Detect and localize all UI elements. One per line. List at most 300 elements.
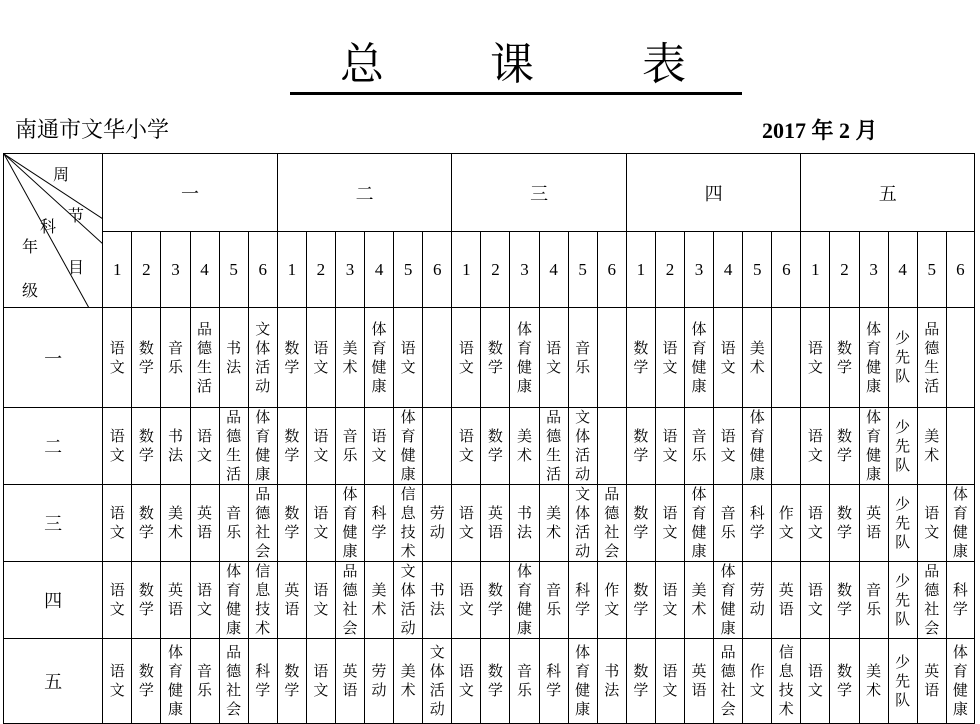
- subject-text: 数学: [633, 338, 649, 376]
- subject-text: 音乐: [546, 581, 562, 618]
- subject-cell: [743, 485, 772, 562]
- subject-cell: [103, 485, 132, 562]
- subject-cell: [655, 485, 684, 562]
- subject-cell: [248, 639, 277, 724]
- subject-cell: [655, 408, 684, 485]
- subject-cell: [103, 408, 132, 485]
- subject-cell: [510, 485, 539, 562]
- subject-text: 体育健康: [371, 319, 387, 395]
- grade-row: [4, 562, 975, 639]
- subject-text: 美术: [517, 427, 533, 464]
- subject-cell: [510, 639, 539, 724]
- subject-text: 科学: [575, 581, 591, 618]
- period-header: 2: [481, 232, 510, 308]
- subject-cell: [365, 562, 394, 639]
- subject-text: 数学: [284, 662, 300, 699]
- subject-text: 体育健康: [226, 562, 242, 637]
- subject-text: 美术: [691, 581, 707, 618]
- subject-cell: [772, 408, 801, 485]
- subject-text: 文体活动: [255, 319, 271, 395]
- subject-cell: [801, 308, 830, 408]
- subject-cell: [946, 639, 974, 724]
- subject-text: 科学: [952, 581, 968, 618]
- subject-cell: [423, 485, 452, 562]
- subject-text: 语文: [924, 504, 940, 541]
- subject-cell: [830, 639, 859, 724]
- subject-cell: [743, 408, 772, 485]
- subject-cell: [597, 308, 626, 408]
- subject-cell: [685, 562, 714, 639]
- subject-cell: [888, 485, 917, 562]
- subject-text: 劳动: [749, 581, 765, 618]
- subject-text: 英语: [778, 581, 794, 618]
- period-header: 3: [335, 232, 364, 308]
- subject-cell: [190, 485, 219, 562]
- period-header: 6: [248, 232, 277, 308]
- subject-text: 语文: [720, 338, 736, 376]
- subject-text: 品德生活: [924, 319, 940, 395]
- subject-text: 英语: [342, 662, 358, 699]
- subject-text: 语文: [109, 581, 125, 618]
- corner-period: 节: [68, 206, 85, 225]
- corner-item: 目: [68, 258, 85, 277]
- subject-cell: [161, 639, 190, 724]
- subject-text: 音乐: [691, 427, 707, 464]
- school-name: 南通市文华小学: [15, 118, 170, 143]
- subject-cell: [365, 308, 394, 408]
- subject-cell: [277, 408, 306, 485]
- subject-cell: [830, 408, 859, 485]
- subject-text: 语文: [807, 581, 823, 618]
- title-char: 课: [490, 39, 534, 90]
- subject-text: 数学: [836, 338, 852, 376]
- period-header: 2: [306, 232, 335, 308]
- subject-cell: [510, 308, 539, 408]
- subject-text: 数学: [284, 504, 300, 541]
- subject-cell: [277, 308, 306, 408]
- subject-cell: [626, 562, 655, 639]
- subject-text: 信息技术: [400, 485, 416, 560]
- subject-cell: [277, 639, 306, 724]
- subject-text: 体育健康: [691, 319, 707, 395]
- day-header: 五: [801, 154, 975, 232]
- subject-text: 科学: [371, 504, 387, 541]
- grade-label: 五: [4, 639, 103, 724]
- subject-cell: [888, 562, 917, 639]
- subject-cell: [946, 308, 974, 408]
- subject-cell: [335, 562, 364, 639]
- subject-cell: [714, 639, 743, 724]
- subject-cell: [248, 408, 277, 485]
- subject-text: 体育健康: [400, 408, 416, 483]
- subject-text: 书法: [429, 581, 445, 618]
- subject-cell: [132, 485, 161, 562]
- subject-cell: [132, 562, 161, 639]
- subject-cell: [248, 485, 277, 562]
- subject-text: 作文: [778, 504, 794, 541]
- subject-text: 文体活动: [429, 643, 445, 718]
- subject-cell: [452, 308, 481, 408]
- subject-text: 数学: [633, 581, 649, 618]
- subject-cell: [481, 639, 510, 724]
- subject-cell: [394, 485, 423, 562]
- period-header: 2: [830, 232, 859, 308]
- subject-text: 文体活动: [400, 562, 416, 637]
- subject-cell: [946, 408, 974, 485]
- subject-cell: [306, 408, 335, 485]
- subject-cell: [568, 562, 597, 639]
- subject-cell: [714, 308, 743, 408]
- subject-text: 语文: [662, 662, 678, 699]
- period-header: 4: [190, 232, 219, 308]
- subject-text: 语文: [458, 581, 474, 618]
- subject-cell: [568, 308, 597, 408]
- subject-cell: [219, 485, 248, 562]
- period-header: 3: [510, 232, 539, 308]
- subject-text: 文体活动: [575, 485, 591, 560]
- subject-text: 数学: [633, 662, 649, 699]
- subject-text: 语文: [109, 427, 125, 464]
- subject-cell: [248, 308, 277, 408]
- subject-cell: [626, 639, 655, 724]
- subject-text: 作文: [749, 662, 765, 699]
- subject-cell: [714, 562, 743, 639]
- subject-cell: [685, 485, 714, 562]
- subject-cell: [888, 639, 917, 724]
- subject-cell: [306, 308, 335, 408]
- subject-text: 音乐: [226, 504, 242, 541]
- subject-cell: [335, 408, 364, 485]
- subject-text: 音乐: [167, 338, 183, 376]
- subject-text: 数学: [138, 662, 154, 699]
- subject-cell: [248, 562, 277, 639]
- subject-text: 劳动: [371, 662, 387, 699]
- subject-cell: [917, 639, 946, 724]
- period-header: 1: [277, 232, 306, 308]
- subject-cell: [801, 639, 830, 724]
- subject-cell: [539, 408, 568, 485]
- day-header: 一: [103, 154, 278, 232]
- period-header: 2: [655, 232, 684, 308]
- subject-cell: [714, 485, 743, 562]
- subject-text: 书法: [226, 338, 242, 376]
- subject-cell: [423, 639, 452, 724]
- subject-cell: [365, 408, 394, 485]
- period-header: 1: [103, 232, 132, 308]
- period-header: 3: [685, 232, 714, 308]
- subject-text: 语文: [662, 427, 678, 464]
- subject-text: 体育健康: [749, 408, 765, 483]
- subject-text: 数学: [836, 504, 852, 541]
- title-char: 总: [340, 39, 384, 90]
- subject-text: 体育健康: [255, 408, 271, 483]
- period-header: 4: [539, 232, 568, 308]
- subject-text: 品德生活: [546, 408, 562, 483]
- grade-row: [4, 408, 975, 485]
- subject-text: 数学: [138, 338, 154, 376]
- subject-cell: [103, 562, 132, 639]
- subject-cell: [714, 408, 743, 485]
- subject-text: 英语: [691, 662, 707, 699]
- subject-text: 品德生活: [197, 319, 213, 395]
- period-header: 1: [801, 232, 830, 308]
- period-header: 5: [394, 232, 423, 308]
- subject-text: 品德社会: [342, 562, 358, 637]
- subject-text: 书法: [167, 427, 183, 464]
- period-header: 3: [859, 232, 888, 308]
- subject-text: 语文: [197, 427, 213, 464]
- subject-text: 语文: [662, 581, 678, 618]
- subject-cell: [772, 562, 801, 639]
- subject-cell: [655, 562, 684, 639]
- subject-cell: [859, 308, 888, 408]
- subject-text: 语文: [313, 338, 329, 376]
- period-header: 4: [714, 232, 743, 308]
- grade-label: 二: [4, 408, 103, 485]
- subject-cell: [539, 308, 568, 408]
- subject-cell: [219, 562, 248, 639]
- subject-text: 体育健康: [691, 485, 707, 560]
- subject-text: 体育健康: [575, 643, 591, 718]
- subject-text: 作文: [604, 581, 620, 618]
- subject-cell: [481, 308, 510, 408]
- subject-cell: [917, 408, 946, 485]
- subject-cell: [306, 562, 335, 639]
- subject-text: 品德社会: [226, 643, 242, 718]
- day-header: 三: [452, 154, 627, 232]
- corner-week: 周: [53, 165, 70, 184]
- subject-cell: [743, 308, 772, 408]
- subject-cell: [394, 562, 423, 639]
- subject-cell: [568, 408, 597, 485]
- subject-text: 语文: [720, 427, 736, 464]
- subject-text: 体育健康: [866, 319, 882, 395]
- subject-text: 品德社会: [255, 485, 271, 560]
- subject-cell: [132, 308, 161, 408]
- subject-cell: [626, 408, 655, 485]
- subject-cell: [685, 408, 714, 485]
- subject-cell: [801, 485, 830, 562]
- subject-text: 数学: [487, 581, 503, 618]
- subject-text: 英语: [924, 662, 940, 699]
- subject-text: 英语: [197, 504, 213, 541]
- subject-text: 英语: [167, 581, 183, 618]
- subject-text: 语文: [458, 662, 474, 699]
- subject-text: 信息技术: [255, 562, 271, 637]
- subject-text: 数学: [284, 427, 300, 464]
- subject-text: 美术: [342, 338, 358, 376]
- subject-cell: [481, 408, 510, 485]
- corner-header: [4, 154, 103, 308]
- subject-text: 劳动: [429, 504, 445, 541]
- date-label: 2017 年 2 月: [762, 118, 878, 143]
- subject-text: 数学: [487, 662, 503, 699]
- subject-cell: [306, 485, 335, 562]
- subject-text: 音乐: [575, 338, 591, 376]
- period-header: 6: [946, 232, 974, 308]
- day-header: 四: [626, 154, 801, 232]
- subject-cell: [190, 562, 219, 639]
- subject-text: 语文: [109, 662, 125, 699]
- subject-cell: [335, 639, 364, 724]
- subject-text: 数学: [487, 427, 503, 464]
- subject-text: 体育健康: [720, 562, 736, 637]
- grade-row: [4, 639, 975, 724]
- subject-text: 语文: [546, 338, 562, 376]
- subject-text: 数学: [633, 427, 649, 464]
- subject-text: 数学: [138, 504, 154, 541]
- subject-text: 少先队: [895, 494, 911, 551]
- period-header: 4: [365, 232, 394, 308]
- subject-cell: [685, 639, 714, 724]
- timetable: [3, 153, 975, 724]
- subject-cell: [568, 485, 597, 562]
- subject-text: 语文: [109, 504, 125, 541]
- subject-text: 美术: [749, 338, 765, 376]
- subject-cell: [772, 308, 801, 408]
- subject-cell: [161, 562, 190, 639]
- subject-cell: [423, 308, 452, 408]
- subject-cell: [190, 639, 219, 724]
- subject-text: 书法: [604, 662, 620, 699]
- subject-cell: [655, 308, 684, 408]
- period-header: 6: [772, 232, 801, 308]
- subject-text: 体育健康: [167, 643, 183, 718]
- subject-text: 英语: [284, 581, 300, 618]
- subject-cell: [539, 639, 568, 724]
- subject-cell: [859, 485, 888, 562]
- subject-cell: [946, 485, 974, 562]
- subject-text: 音乐: [720, 504, 736, 541]
- subject-cell: [597, 639, 626, 724]
- subject-cell: [859, 562, 888, 639]
- subject-text: 语文: [458, 427, 474, 464]
- subject-text: 美术: [924, 427, 940, 464]
- title-char: 表: [642, 39, 686, 90]
- corner-subject: 科: [40, 217, 57, 236]
- subject-cell: [888, 308, 917, 408]
- subject-text: 体育健康: [866, 408, 882, 483]
- subject-cell: [190, 408, 219, 485]
- subject-cell: [394, 308, 423, 408]
- subject-cell: [335, 485, 364, 562]
- subject-text: 语文: [313, 427, 329, 464]
- subject-text: 品德社会: [720, 643, 736, 718]
- subject-text: 英语: [866, 504, 882, 541]
- subject-text: 语文: [313, 662, 329, 699]
- subject-cell: [161, 408, 190, 485]
- subject-text: 语文: [313, 581, 329, 618]
- subject-text: 音乐: [342, 427, 358, 464]
- grade-label: 三: [4, 485, 103, 562]
- subject-text: 美术: [167, 504, 183, 541]
- subject-cell: [597, 562, 626, 639]
- subject-cell: [859, 639, 888, 724]
- period-header: 5: [568, 232, 597, 308]
- corner-grade: 年: [22, 237, 39, 256]
- subject-text: 科学: [255, 662, 271, 699]
- grade-row: [4, 308, 975, 408]
- subject-cell: [597, 485, 626, 562]
- subject-cell: [539, 562, 568, 639]
- subject-text: 语文: [109, 338, 125, 376]
- subject-text: 语文: [458, 338, 474, 376]
- subject-text: 音乐: [866, 581, 882, 618]
- subject-cell: [772, 639, 801, 724]
- subject-text: 语文: [807, 504, 823, 541]
- subject-cell: [481, 485, 510, 562]
- subject-text: 语文: [807, 662, 823, 699]
- subject-cell: [801, 408, 830, 485]
- subject-text: 少先队: [895, 571, 911, 628]
- subject-text: 数学: [138, 427, 154, 464]
- subject-cell: [655, 639, 684, 724]
- subject-cell: [510, 408, 539, 485]
- subject-cell: [423, 562, 452, 639]
- period-header: 5: [743, 232, 772, 308]
- subject-text: 体育健康: [517, 562, 533, 637]
- subject-cell: [743, 562, 772, 639]
- subject-text: 少先队: [895, 652, 911, 709]
- subject-cell: [772, 485, 801, 562]
- subject-text: 信息技术: [778, 643, 794, 718]
- subject-text: 少先队: [895, 329, 911, 385]
- subject-text: 文体活动: [575, 408, 591, 483]
- page-title: [290, 40, 742, 90]
- subject-cell: [539, 485, 568, 562]
- subject-cell: [452, 639, 481, 724]
- subject-cell: [394, 639, 423, 724]
- title-underline: [290, 92, 742, 95]
- subject-cell: [568, 639, 597, 724]
- grade-label: 四: [4, 562, 103, 639]
- subject-text: 数学: [836, 427, 852, 464]
- subject-text: 品德生活: [226, 408, 242, 483]
- subject-text: 语文: [313, 504, 329, 541]
- subject-cell: [888, 408, 917, 485]
- subject-cell: [917, 562, 946, 639]
- subject-cell: [306, 639, 335, 724]
- period-header: 2: [132, 232, 161, 308]
- subject-text: 书法: [517, 504, 533, 541]
- subject-cell: [452, 562, 481, 639]
- subject-text: 体育健康: [517, 319, 533, 395]
- subject-text: 语文: [807, 338, 823, 376]
- subject-cell: [597, 408, 626, 485]
- subject-text: 音乐: [517, 662, 533, 699]
- subject-cell: [132, 408, 161, 485]
- subject-text: 美术: [546, 504, 562, 541]
- subject-text: 语文: [662, 338, 678, 376]
- subject-text: 品德社会: [924, 562, 940, 637]
- subject-cell: [219, 408, 248, 485]
- period-header: 5: [917, 232, 946, 308]
- period-header: 6: [423, 232, 452, 308]
- subject-text: 体育健康: [342, 485, 358, 560]
- subject-cell: [452, 485, 481, 562]
- subject-text: 语文: [371, 427, 387, 464]
- period-header: 6: [597, 232, 626, 308]
- subject-text: 体育健康: [952, 485, 968, 560]
- subject-cell: [452, 408, 481, 485]
- subject-text: 科学: [749, 504, 765, 541]
- day-header: 二: [277, 154, 452, 232]
- subject-cell: [161, 485, 190, 562]
- subject-text: 音乐: [197, 662, 213, 699]
- subject-text: 语文: [458, 504, 474, 541]
- subject-cell: [743, 639, 772, 724]
- subject-cell: [277, 485, 306, 562]
